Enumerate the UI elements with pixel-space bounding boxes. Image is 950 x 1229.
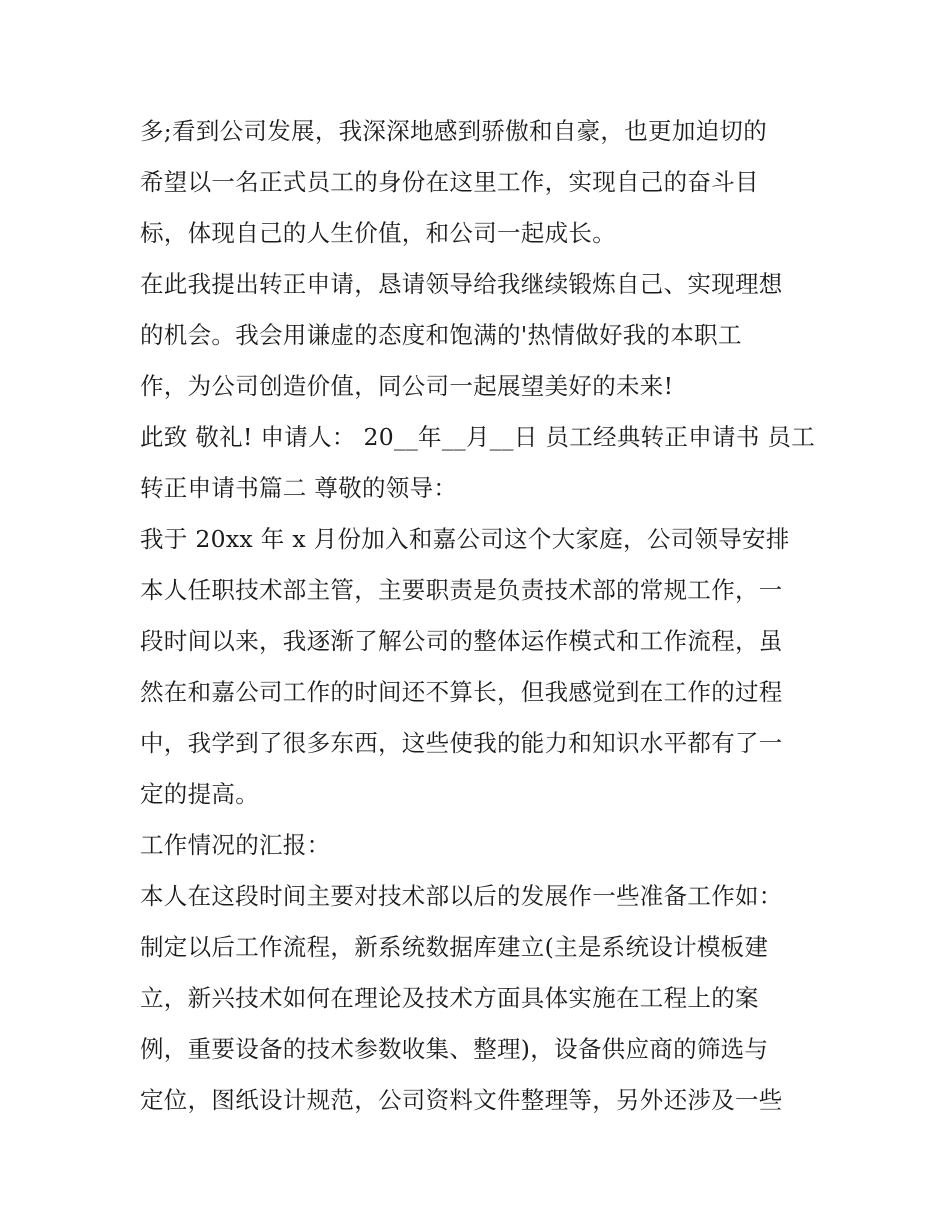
- text-line: 定位，图纸设计规范，公司资料文件整理等，另外还涉及一些: [140, 1086, 783, 1114]
- text-line: 例，重要设备的技术参数收集、整理)，设备供应商的筛选与: [140, 1035, 769, 1063]
- text-line: 本人任职技术部主管，主要职责是负责技术部的常规工作，一: [140, 576, 783, 604]
- text-line: 工作情况的汇报：: [140, 831, 331, 859]
- text-line: 中，我学到了很多东西，这些使我的能力和知识水平都有了一: [140, 729, 783, 757]
- text-line: 段时间以来，我逐渐了解公司的整体运作模式和工作流程，虽: [140, 627, 783, 655]
- text-line: 的机会。我会用谦虚的态度和饱满的'热情做好我的本职工: [140, 321, 742, 349]
- text-line: 希望以一名正式员工的身份在这里工作，实现自己的奋斗目: [140, 168, 759, 196]
- document-body: [140, 106, 820, 1126]
- text-line: 多;看到公司发展，我深深地感到骄傲和自豪，也更加迫切的: [140, 117, 768, 145]
- text-line: 标，体现自己的人生价值，和公司一起成长。: [140, 219, 616, 247]
- text-line: 立，新兴技术如何在理论及技术方面具体实施在工程上的案: [140, 984, 759, 1012]
- text-line: 定的提高。: [140, 780, 259, 808]
- text-line: 此致 敬礼! 申请人： 20__年__月__日 员工经典转正申请书 员工: [140, 423, 815, 451]
- text-line: 然在和嘉公司工作的时间还不算长，但我感觉到在工作的过程: [140, 678, 783, 706]
- text-line: 作，为公司创造价值，同公司一起展望美好的未来!: [140, 372, 674, 400]
- text-line: 制定以后工作流程，新系统数据库建立(主是系统设计模板建: [140, 933, 769, 961]
- text-line: 我于 20xx 年 x 月份加入和嘉公司这个大家庭，公司领导安排: [140, 525, 790, 553]
- text-line: 转正申请书篇二 尊敬的领导：: [140, 474, 458, 502]
- text-line: 本人在这段时间主要对技术部以后的发展作一些准备工作如：: [140, 882, 783, 910]
- text-line: 在此我提出转正申请，恳请领导给我继续锻炼自己、实现理想: [140, 270, 783, 298]
